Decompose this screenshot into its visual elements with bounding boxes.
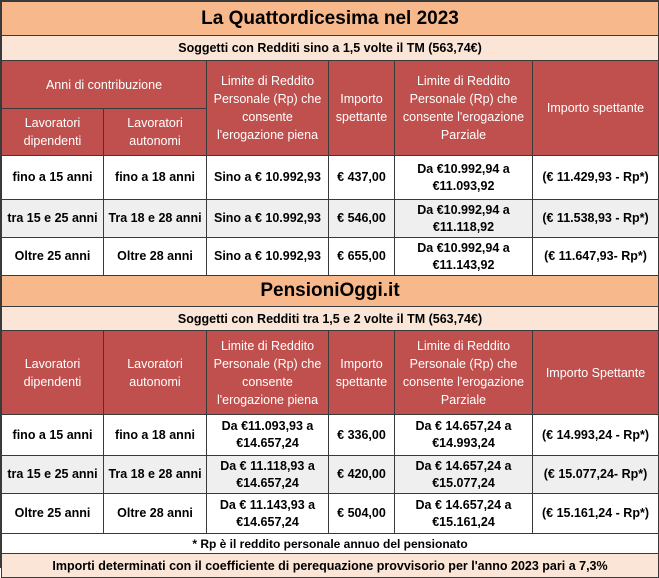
cell-importo: € 655,00 [329,238,395,276]
cell-autonomi: Oltre 28 anni [104,238,207,276]
cell-importo: € 437,00 [329,156,395,200]
cell-parziale: Da €10.992,94 a €11.093,92 [395,156,533,200]
cell-parziale: Da €10.992,94 a €11.143,92 [395,238,533,276]
cell-dipendenti: fino a 15 anni [2,156,104,200]
cell-dipendenti: tra 15 e 25 anni [2,200,104,238]
quattordicesima-table [1,1,659,578]
header-importo: Importo spettante [329,61,395,156]
header-anni-contribuzione: Anni di contribuzione [2,61,207,109]
cell-parziale: Da € 14.657,24 a €14.993,24 [395,415,533,456]
cell-spettante: (€ 15.077,24- Rp*) [533,456,659,494]
cell-dipendenti: fino a 15 anni [2,415,104,456]
cell-importo: € 504,00 [329,494,395,534]
header-importo: Importo spettante [329,331,395,415]
header-lav-autonomi: Lavoratori autonomi [104,109,207,156]
cell-parziale: Da € 14.657,24 a €15.161,24 [395,494,533,534]
cell-spettante: (€ 11.647,93- Rp*) [533,238,659,276]
cell-spettante: (€ 11.429,93 - Rp*) [533,156,659,200]
header-importo-spettante: Importo Spettante [533,331,659,415]
page-title: La Quattordicesima nel 2023 [2,2,659,36]
cell-dipendenti: Oltre 25 anni [2,238,104,276]
cell-limite: Sino a € 10.992,93 [207,200,329,238]
cell-autonomi: Tra 18 e 28 anni [104,456,207,494]
cell-autonomi: Oltre 28 anni [104,494,207,534]
cell-importo: € 546,00 [329,200,395,238]
section2-subtitle: Soggetti con Redditi tra 1,5 e 2 volte il TM (563,74€) [2,307,659,331]
header-limite-piena: Limite di Reddito Personale (Rp) che consente l'erogazione piena [207,61,329,156]
cell-spettante: (€ 14.993,24 - Rp*) [533,415,659,456]
cell-spettante: (€ 11.538,93 - Rp*) [533,200,659,238]
cell-importo: € 420,00 [329,456,395,494]
table-row [2,494,659,534]
cell-importo: € 336,00 [329,415,395,456]
cell-dipendenti: tra 15 e 25 anni [2,456,104,494]
section1-subtitle: Soggetti con Redditi sino a 1,5 volte il TM (563,74€) [2,36,659,61]
cell-dipendenti: Oltre 25 anni [2,494,104,534]
rp-footnote: * Rp è il reddito personale annuo del pensionato [2,534,659,554]
cell-limite: Da € 11.143,93 a €14.657,24 [207,494,329,534]
header-importo-spettante: Importo spettante [533,61,659,156]
table-row [2,156,659,200]
cell-limite: Sino a € 10.992,93 [207,156,329,200]
header-limite-parziale: Limite di Reddito Personale (Rp) che consente l'erogazione Parziale [395,61,533,156]
cell-limite: Da € 11.118,93 a €14.657,24 [207,456,329,494]
header-lav-dipendenti: Lavoratori dipendenti [2,109,104,156]
header-limite-parziale: Limite di Reddito Personale (Rp) che consente l'erogazione Parziale [395,331,533,415]
perequazione-footer: Importi determinati con il coefficiente di perequazione provvisorio per l'anno 2023 pari a 7,3% [2,554,659,578]
cell-spettante: (€ 15.161,24 - Rp*) [533,494,659,534]
cell-parziale: Da € 14.657,24 a €15.077,24 [395,456,533,494]
table-row [2,200,659,238]
cell-autonomi: fino a 18 anni [104,415,207,456]
table-row [2,238,659,276]
cell-parziale: Da €10.992,94 a €11.118,92 [395,200,533,238]
cell-autonomi: Tra 18 e 28 anni [104,200,207,238]
table-row [2,415,659,456]
cell-limite: Da €11.093,93 a €14.657,24 [207,415,329,456]
cell-autonomi: fino a 18 anni [104,156,207,200]
header-lav-autonomi: Lavoratori autonomi [104,331,207,415]
header-lav-dipendenti: Lavoratori dipendenti [2,331,104,415]
header-limite-piena: Limite di Reddito Personale (Rp) che consente l'erogazione piena [207,331,329,415]
brand-band: PensioniOggi.it [2,276,659,307]
table-row [2,456,659,494]
cell-limite: Sino a € 10.992,93 [207,238,329,276]
